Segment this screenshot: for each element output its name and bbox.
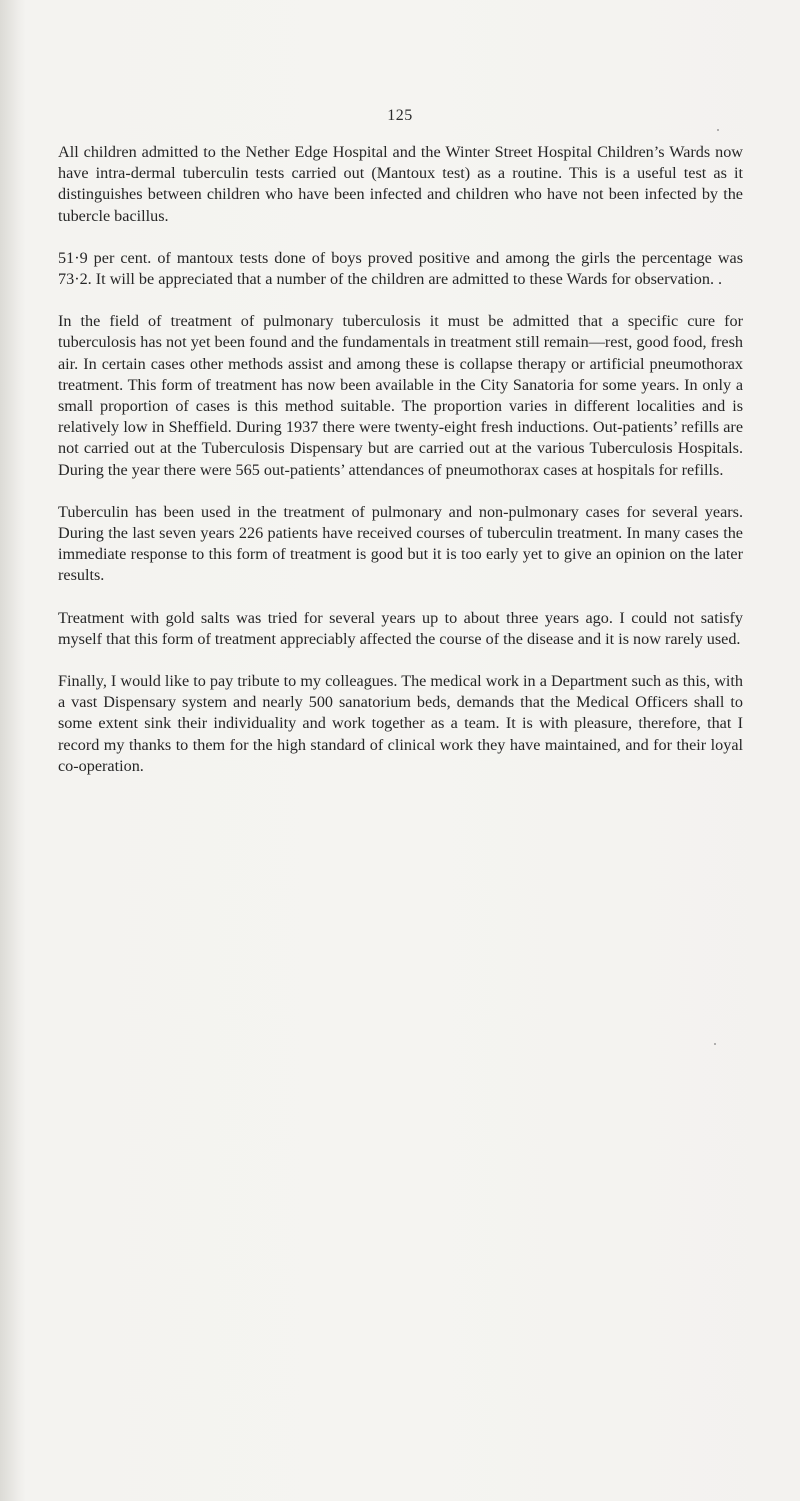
paragraph-mantoux-percentages: 51·9 per cent. of mantoux tests done of boys proved positive and among the girls the percentage was 73·2. It will be appreciated that a number of the children are admitted to these Wards for observation. . [58, 248, 743, 289]
paragraph-tuberculin-treatment: Tuberculin has been used in the treatment of pulmonary and non-pulmonary cases for several years. During the last seven years 226 patients have received courses of tuberculin treatment. In many cases the immediate response to this form of treatment is good but it is too early yet to give an opinion on the later results. [58, 502, 743, 585]
paragraph-gold-salts: Treatment with gold salts was tried for several years up to about three years ago. I could not satisfy myself that this form of treatment appreciably affected the course of the disease and it is now rarely used. [58, 608, 743, 648]
page-edge-shadow [0, 0, 26, 1501]
paragraph-pulmonary-treatment: In the field of treatment of pulmonary tuberculosis it must be admitted that a specific cure for tuberculosis has not yet been found and the fundamentals in treatment still remain—rest, good food, fresh air. In certain cases other methods assist and among these is collapse therapy or artificial pneumothorax treatment. This form of treatment has now been available in the City Sanatoria for some years. In only a small proportion of cases is this method suitable. The proportion varies in different localities and is relatively low in Sheffield. During 1937 there were twenty-eight fresh inductions. Out-patients’ refills are not carried out at the Tuberculosis Dispensary but are carried out at the various Tuberculosis Hospitals. During the year there were 565 out-patients’ attendances of pneumothorax cases at hospitals for refills. [58, 312, 743, 479]
page-number: 125 [387, 107, 413, 124]
paragraph-tribute: Finally, I would like to pay tribute to my colleagues. The medical work in a Department such as this, with a vast Dispensary system and nearly 500 sanatorium beds, demands that the Medical Officers shall to some extent sink their individuality and work together as a team. It is with pleasure, therefore, that I record my thanks to them for the high standard of clinical work they have maintained, and for their loyal co-operation. [58, 672, 743, 775]
body-text [58, 142, 743, 798]
paragraph-tuberculin-tests: All children admitted to the Nether Edge Hospital and the Winter Street Hospital Children’s Wards now have intra-dermal tuberculin tests carried out (Mantoux test) as a routine. This is a useful test as it distinguishes between children who have been infected and children who have not been infected by the tubercle bacillus. [58, 143, 743, 225]
scan-speck [717, 129, 719, 131]
scan-speck [714, 1043, 716, 1045]
